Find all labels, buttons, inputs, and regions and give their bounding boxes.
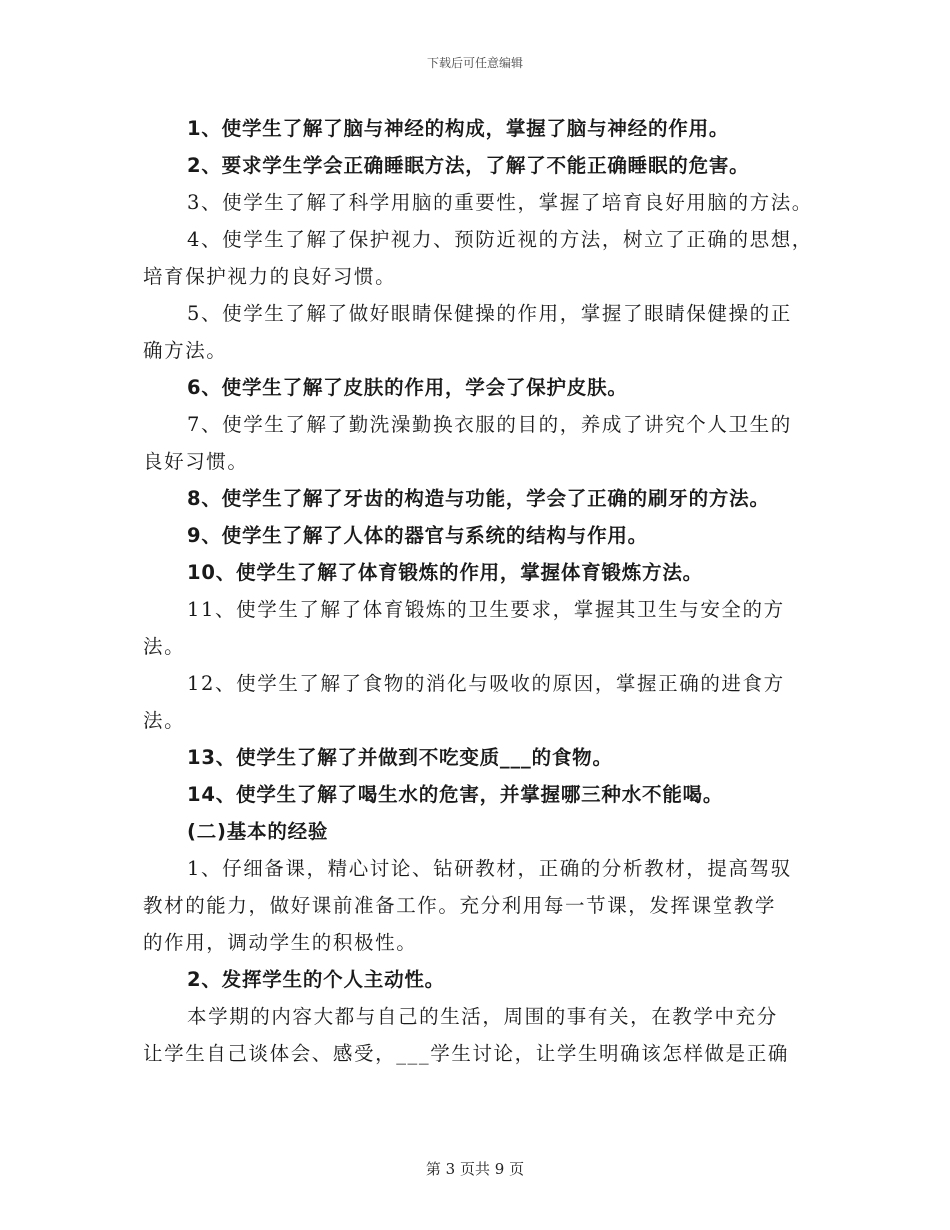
- paragraph-line: 13、使学生了解了并做到不吃变质___的食物。: [187, 746, 613, 769]
- paragraph: [143, 406, 808, 480]
- paragraph-line: 9、使学生了解了人体的器官与系统的结构与作用。: [187, 524, 648, 547]
- paragraph: [143, 850, 808, 961]
- paragraph: [143, 295, 808, 369]
- paragraph-line: 7、使学生了解了勤洗澡勤换衣服的目的，养成了讲究个人卫生的: [187, 413, 792, 436]
- paragraph: [143, 184, 813, 221]
- paragraph-line: 本学期的内容大都与自己的生活，周围的事有关，在教学中充分: [187, 1005, 778, 1028]
- bold-paragraph: [143, 369, 808, 406]
- paragraph-line: 1、仔细备课，精心讨论、钻研教材，正确的分析教材，提高驾驭: [187, 857, 792, 880]
- paragraph-line: 4、使学生了解了保护视力、预防近视的方法，树立了正确的思想，: [187, 228, 813, 251]
- page-header: 下载后可任意编辑: [426, 56, 523, 70]
- paragraph-line: 14、使学生了解了喝生水的危害，并掌握哪三种水不能喝。: [187, 783, 724, 806]
- paragraph-line: 法。: [143, 635, 186, 658]
- paragraph-line: 12、使学生了解了食物的消化与吸收的原因，掌握正确的进食方: [187, 672, 785, 695]
- paragraph-line: 培育保护视力的良好习惯。: [143, 265, 397, 288]
- paragraph-line: 让学生自己谈体会、感受，___学生讨论，让学生明确该怎样做是正确: [143, 1042, 789, 1065]
- paragraph-line: 的作用，调动学生的积极性。: [143, 931, 418, 954]
- paragraph-line: 5、使学生了解了做好眼睛保健操的作用，掌握了眼睛保健操的正: [187, 302, 792, 325]
- paragraph-line: 8、使学生了解了牙齿的构造与功能，学会了正确的刷牙的方法。: [187, 487, 770, 510]
- bold-paragraph: [143, 110, 808, 147]
- paragraph-line: 2、发挥学生的个人主动性。: [187, 968, 445, 991]
- bold-paragraph: [143, 554, 808, 591]
- paragraph: [143, 998, 808, 1072]
- paragraph-line: 法。: [143, 709, 186, 732]
- bold-paragraph: [143, 480, 808, 517]
- page-footer: 第 3 页共 9 页: [425, 1160, 525, 1178]
- bold-paragraph: [143, 813, 808, 850]
- paragraph-line: 11、使学生了解了体育锻炼的卫生要求，掌握其卫生与安全的方: [187, 598, 785, 621]
- bold-paragraph: [143, 739, 808, 776]
- paragraph-line: 1、使学生了解了脑与神经的构成，掌握了脑与神经的作用。: [187, 117, 730, 140]
- document-body: [143, 110, 813, 1072]
- paragraph: [143, 221, 813, 295]
- paragraph-line: 教材的能力，做好课前准备工作。充分利用每一节课，发挥课堂教学: [143, 894, 777, 917]
- bold-paragraph: [143, 961, 808, 998]
- paragraph-line: 2、要求学生学会正确睡眠方法，了解了不能正确睡眠的危害。: [187, 154, 750, 177]
- paragraph-line: 6、使学生了解了皮肤的作用，学会了保护皮肤。: [187, 376, 628, 399]
- paragraph-line: 3、使学生了解了科学用脑的重要性，掌握了培育良好用脑的方法。: [187, 191, 813, 214]
- bold-paragraph: [143, 147, 808, 184]
- paragraph-line: 10、使学生了解了体育锻炼的作用，掌握体育锻炼方法。: [187, 561, 703, 584]
- paragraph-line: 良好习惯。: [143, 450, 249, 473]
- paragraph-line: 确方法。: [143, 339, 228, 362]
- paragraph: [143, 665, 808, 739]
- paragraph: [143, 591, 808, 665]
- bold-paragraph: [143, 776, 808, 813]
- bold-paragraph: [143, 517, 808, 554]
- paragraph-line: (二)基本的经验: [187, 820, 329, 843]
